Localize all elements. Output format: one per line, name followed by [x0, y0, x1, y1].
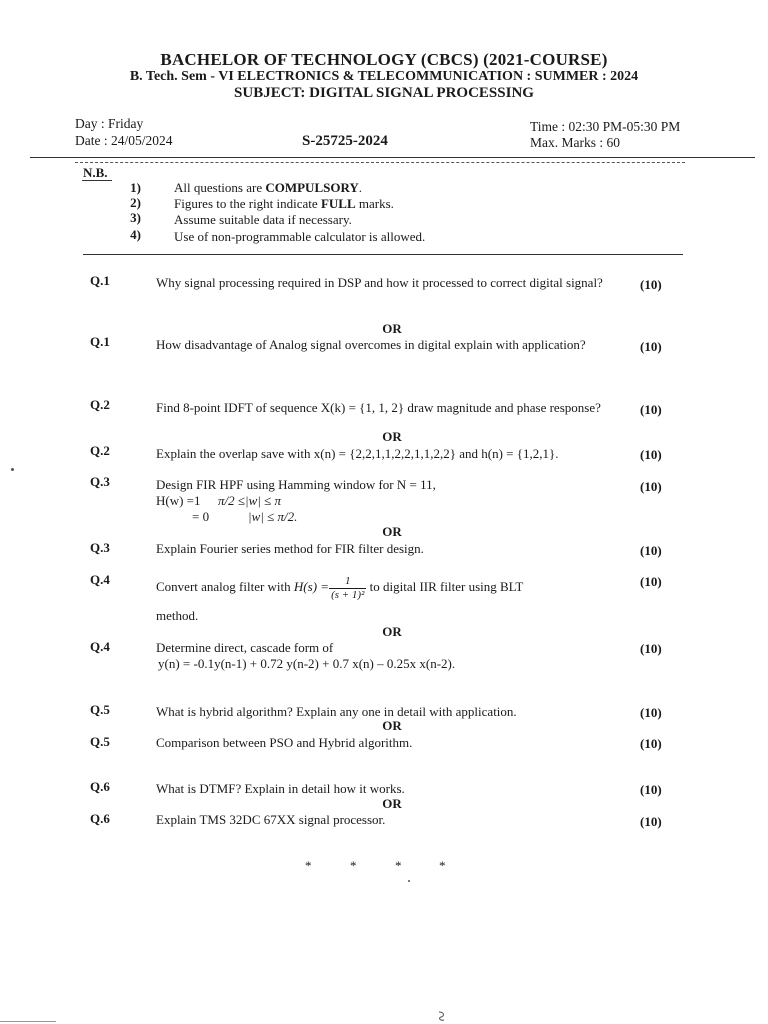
or-separator: OR: [382, 524, 402, 539]
question-text: Explain the overlap save with x(n) = {2,2,1,1,2,2,1,1,2,2} and h(n) = {1,2,1}.: [156, 446, 559, 461]
question-number: Q.4: [90, 639, 110, 654]
question-marks: (10): [640, 705, 662, 720]
question-number: Q.6: [90, 779, 110, 794]
scan-speck: [408, 880, 410, 882]
exam-subject: SUBJECT: DIGITAL SIGNAL PROCESSING: [234, 85, 534, 101]
question-text: Design FIR HPF using Hamming window for N = 11,: [156, 477, 436, 492]
or-separator: OR: [382, 321, 402, 336]
question-marks: (10): [640, 814, 662, 829]
header-dashed-divider: [75, 162, 685, 163]
scan-speck: [11, 468, 14, 471]
nb-item: Figures to the right indicate FULL marks.: [174, 196, 394, 211]
question-text-continued: method.: [156, 608, 199, 623]
end-star: *: [305, 858, 312, 873]
question-text: Determine direct, cascade form of: [156, 640, 334, 655]
question-number: Q.2: [90, 443, 110, 458]
question-marks: (10): [640, 574, 662, 589]
nb-item: Assume suitable data if necessary.: [174, 212, 352, 227]
question-text: Explain TMS 32DC 67XX signal processor.: [156, 812, 386, 827]
max-marks: Max. Marks : 60: [530, 135, 620, 150]
paper-code: S-25725-2024: [302, 133, 388, 149]
hw-label: H(w) =1: [156, 493, 201, 508]
end-star: *: [350, 858, 357, 873]
scan-mark: [436, 1010, 448, 1022]
end-star: *: [395, 858, 402, 873]
difference-equation: y(n) = -0.1y(n-1) + 0.72 y(n-2) + 0.7 x(n) – 0.25x x(n-2).: [158, 656, 456, 671]
nb-item: Use of non-programmable calculator is allowed.: [174, 229, 426, 244]
hw-condition: π/2 ≤|w| ≤ π: [218, 493, 281, 508]
scan-edge-line: [0, 1021, 56, 1022]
transfer-function-label: H(s) =: [293, 579, 330, 594]
question-text: Explain Fourier series method for FIR filter design.: [156, 541, 424, 556]
question-marks: (10): [640, 479, 662, 494]
question-number: Q.6: [90, 811, 110, 826]
exam-time: Time : 02:30 PM-05:30 PM: [530, 119, 681, 134]
hw-zero-condition: |w| ≤ π/2.: [248, 509, 298, 524]
question-text: What is hybrid algorithm? Explain any one in detail with application.: [156, 704, 517, 719]
question-number: Q.5: [90, 734, 110, 749]
question-number: Q.4: [90, 572, 110, 587]
question-text: Find 8-point IDFT of sequence X(k) = {1, 1, 2} draw magnitude and phase response?: [156, 400, 601, 415]
question-number: Q.5: [90, 702, 110, 717]
question-marks: (10): [640, 402, 662, 417]
question-marks: (10): [640, 277, 662, 292]
end-star: *: [439, 858, 446, 873]
question-marks: (10): [640, 782, 662, 797]
question-text: Convert analog filter with H(s) = $\frac{1}{\text{(s + 1)²}}$ to digital IIR filter using BLT: [156, 574, 524, 601]
question-marks: (10): [640, 447, 662, 462]
or-separator: OR: [382, 718, 402, 733]
question-text: Comparison between PSO and Hybrid algorithm.: [156, 735, 413, 750]
nb-item-number: 3): [130, 210, 141, 225]
question-number: Q.1: [90, 334, 110, 349]
hw-zero-value: = 0: [192, 509, 210, 524]
question-marks: (10): [640, 543, 662, 558]
nb-label: N.B.: [83, 165, 108, 180]
question-number: Q.3: [90, 474, 110, 489]
header-divider: [30, 157, 755, 158]
transfer-function-fraction: $\frac{1}{\text{(s + 1)²}}$: [331, 574, 365, 601]
question-marks: (10): [640, 641, 662, 656]
or-separator: OR: [382, 429, 402, 444]
question-text: Why signal processing required in DSP and how it processed to correct digital signal?: [156, 275, 603, 290]
nb-item-number: 4): [130, 227, 141, 242]
question-marks: (10): [640, 339, 662, 354]
question-number: Q.3: [90, 540, 110, 555]
exam-day: Day : Friday: [75, 116, 144, 131]
question-marks: (10): [640, 736, 662, 751]
or-separator: OR: [382, 624, 402, 639]
nb-item-number: 1): [130, 180, 141, 195]
exam-date: Date : 24/05/2024: [75, 133, 173, 148]
or-separator: OR: [382, 796, 402, 811]
nb-underline: [82, 180, 112, 181]
question-number: Q.2: [90, 397, 110, 412]
exam-title: BACHELOR OF TECHNOLOGY (CBCS) (2021-COURSE): [160, 50, 608, 69]
exam-subtitle: B. Tech. Sem - VI ELECTRONICS & TELECOMMUNICATION : SUMMER : 2024: [129, 69, 639, 84]
nb-item: All questions are COMPULSORY.: [174, 180, 363, 195]
nb-divider: [83, 254, 683, 255]
question-text: How disadvantage of Analog signal overcomes in digital explain with application?: [156, 337, 586, 352]
nb-item-number: 2): [130, 195, 141, 210]
question-text: What is DTMF? Explain in detail how it works.: [156, 781, 405, 796]
question-number: Q.1: [90, 273, 110, 288]
